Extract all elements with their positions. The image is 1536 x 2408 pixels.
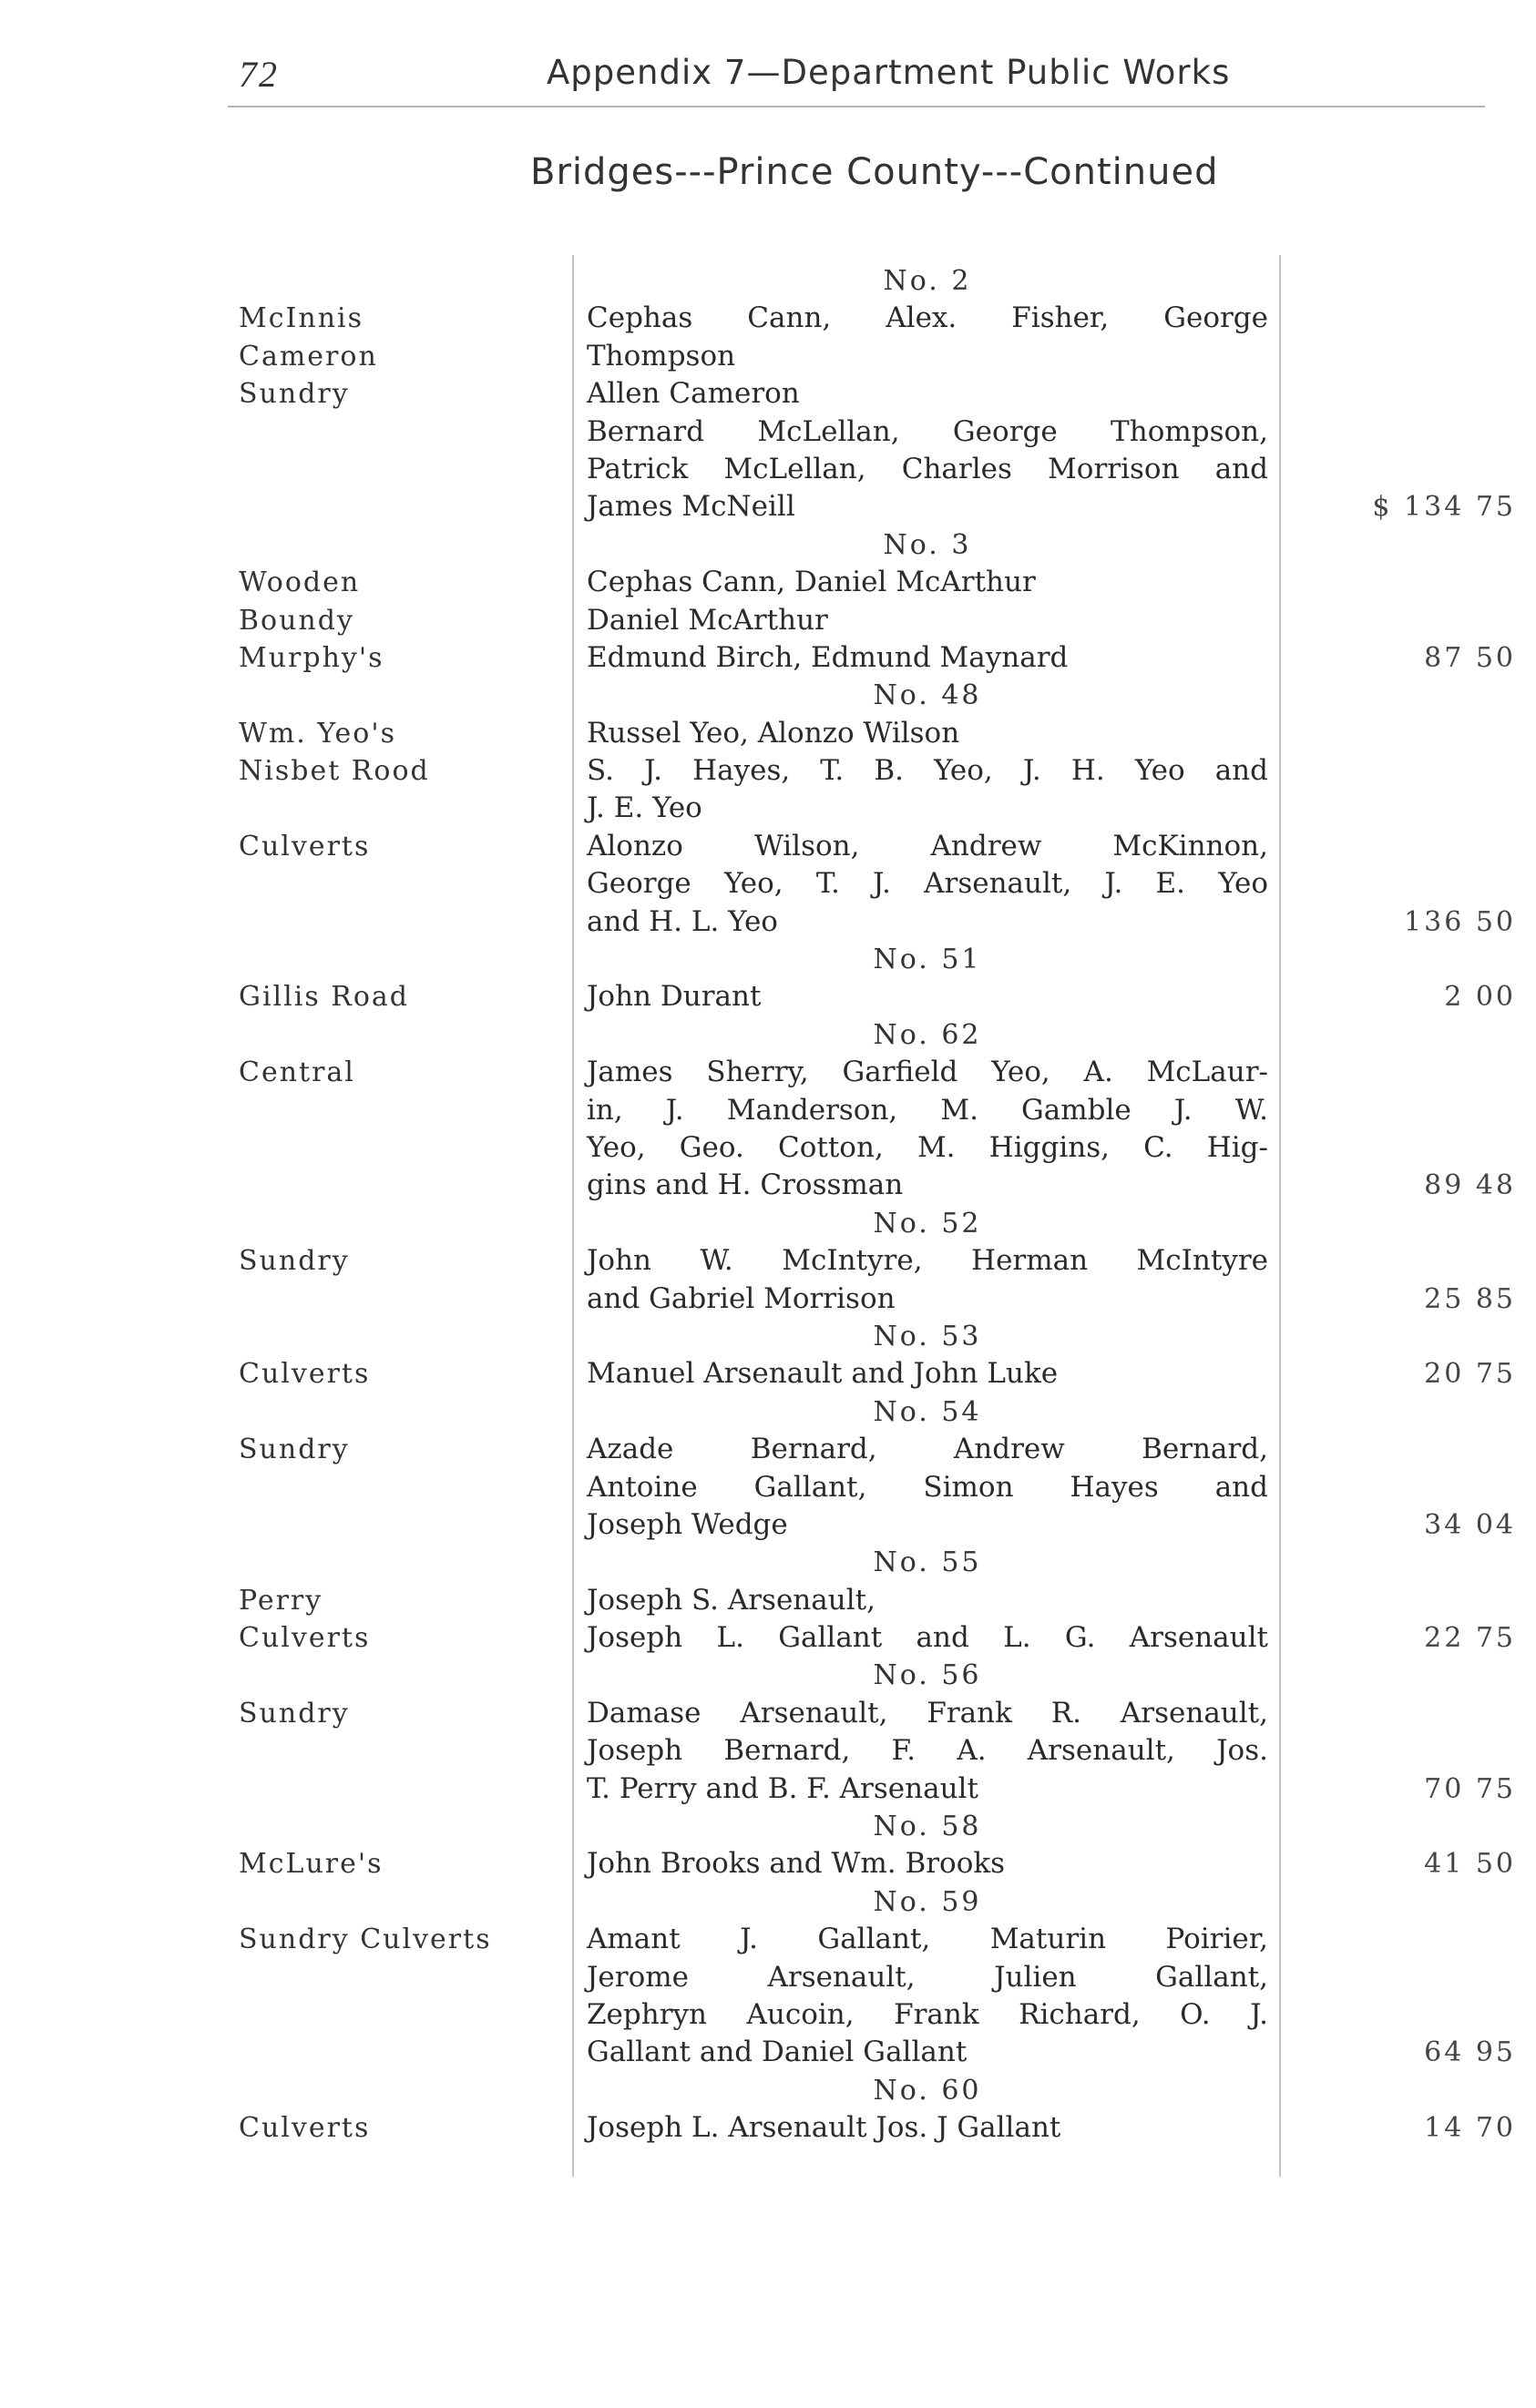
amount: 64 95 <box>1424 2036 1516 2069</box>
contractor-names: Cephas Cann, Alex. Fisher, George <box>587 301 1268 335</box>
contractor-names: Jerome Arsenault, Julien Gallant, <box>587 1960 1268 1994</box>
table-row <box>0 1619 1536 1657</box>
table-row <box>0 338 1536 375</box>
table-row <box>0 564 1536 601</box>
table-row <box>0 1355 1536 1393</box>
table-row <box>0 1695 1536 1732</box>
amount: 41 50 <box>1424 1848 1516 1881</box>
table-row <box>0 903 1536 941</box>
bridge-location: Sundry <box>239 1245 350 1278</box>
contractor-names: J. E. Yeo <box>587 791 702 825</box>
table-row <box>0 639 1536 677</box>
bridge-location: Cameron <box>239 340 378 372</box>
bridge-location: McLure's <box>239 1848 384 1881</box>
table-row <box>0 1770 1536 1808</box>
table-row <box>0 1959 1536 1996</box>
amount: 20 75 <box>1424 1358 1516 1391</box>
contract-number-row <box>0 1393 1536 1431</box>
contract-table <box>0 262 1536 2148</box>
table-row <box>0 1281 1536 1318</box>
contract-number: No. 53 <box>873 1320 982 1352</box>
contractor-names: Daniel McArthur <box>587 603 828 637</box>
contractor-names: Cephas Cann, Daniel McArthur <box>587 566 1036 599</box>
contract-number-row <box>0 526 1536 564</box>
table-row <box>0 2034 1536 2071</box>
bridge-location: Sundry <box>239 1434 350 1466</box>
table-row <box>0 451 1536 488</box>
contractor-names: Damase Arsenault, Frank R. Arsenault, <box>587 1696 1268 1729</box>
table-row <box>0 1845 1536 1883</box>
header-rule <box>228 106 1485 107</box>
section-title: Bridges---Prince County---Continued <box>530 151 1219 193</box>
amount: 34 04 <box>1424 1508 1516 1541</box>
table-row <box>0 715 1536 752</box>
bridge-location: Sundry <box>239 378 350 411</box>
table-row <box>0 1092 1536 1129</box>
table-row <box>0 1469 1536 1506</box>
bridge-location: Culverts <box>239 2112 371 2145</box>
bridge-location: Gillis Road <box>239 981 410 1014</box>
contractor-names: John W. McIntyre, Herman McIntyre <box>587 1244 1268 1278</box>
amount: 2 00 <box>1444 981 1516 1014</box>
table-row <box>0 1921 1536 1958</box>
contractor-names: and Gabriel Morrison <box>587 1281 896 1315</box>
contractor-names: John Brooks and Wm. Brooks <box>587 1847 1006 1881</box>
contract-number-row <box>0 1883 1536 1921</box>
bridge-location: Culverts <box>239 1622 371 1655</box>
table-row <box>0 1129 1536 1167</box>
table-row <box>0 1242 1536 1280</box>
contractor-names: Joseph S. Arsenault, <box>587 1583 876 1617</box>
contract-number: No. 55 <box>873 1546 982 1579</box>
contractor-names: Yeo, Geo. Cotton, M. Higgins, C. Hig- <box>587 1130 1268 1164</box>
contractor-names: Bernard McLellan, George Thompson, <box>587 414 1268 448</box>
bridge-location: McInnis <box>239 302 364 335</box>
contract-number-row <box>0 2072 1536 2109</box>
contract-number-row <box>0 677 1536 714</box>
bridge-location: Sundry Culverts <box>239 1923 492 1956</box>
contractor-names: Patrick McLellan, Charles Morrison and <box>587 452 1268 485</box>
table-row <box>0 375 1536 413</box>
contract-number-row <box>0 1544 1536 1581</box>
contractor-names: Zephryn Aucoin, Frank Richard, O. J. <box>587 1997 1268 2031</box>
table-row <box>0 488 1536 525</box>
table-row <box>0 752 1536 790</box>
contract-number: No. 58 <box>873 1811 982 1843</box>
contractor-names: Amant J. Gallant, Maturin Poirier, <box>587 1923 1268 1956</box>
contract-number: No. 52 <box>873 1207 982 1240</box>
table-row <box>0 1431 1536 1468</box>
contractor-names: Manuel Arsenault and John Luke <box>587 1357 1059 1391</box>
contractor-names: John Durant <box>587 980 762 1014</box>
table-row <box>0 1582 1536 1619</box>
table-row <box>0 602 1536 639</box>
contractor-names: Alonzo Wilson, Andrew McKinnon, <box>587 829 1268 862</box>
contract-number-row <box>0 262 1536 300</box>
contract-number: No. 3 <box>883 528 972 561</box>
contract-number-row <box>0 1808 1536 1845</box>
contractor-names: Edmund Birch, Edmund Maynard <box>587 640 1069 674</box>
contract-number: No. 56 <box>873 1659 982 1692</box>
amount: 70 75 <box>1424 1772 1516 1805</box>
contractor-names: Joseph L. Gallant and L. G. Arsenault <box>587 1621 1268 1655</box>
table-row <box>0 1506 1536 1544</box>
contract-number: No. 62 <box>873 1018 982 1051</box>
contractor-names: gins and H. Crossman <box>587 1168 904 1202</box>
contractor-names: James Sherry, Garfield Yeo, A. McLaur- <box>587 1056 1268 1089</box>
contract-number: No. 54 <box>873 1395 982 1428</box>
bridge-location: Nisbet Rood <box>239 755 430 788</box>
contractor-names: Thompson <box>587 339 736 372</box>
contract-number-row <box>0 1205 1536 1242</box>
bridge-location: Murphy's <box>239 641 384 674</box>
amount: 89 48 <box>1424 1169 1516 1202</box>
amount: 14 70 <box>1424 2112 1516 2145</box>
bridge-location: Central <box>239 1056 355 1089</box>
table-row <box>0 1732 1536 1770</box>
contract-number: No. 48 <box>873 679 982 712</box>
table-row <box>0 1167 1536 1204</box>
page-number: 72 <box>239 54 279 95</box>
table-row <box>0 1054 1536 1091</box>
amount: 136 50 <box>1404 905 1516 938</box>
contractor-names: in, J. Manderson, M. Gamble J. W. <box>587 1093 1268 1127</box>
amount: 87 50 <box>1424 641 1516 674</box>
bridge-location: Boundy <box>239 604 354 637</box>
table-row <box>0 2109 1536 2147</box>
bridge-location: Wooden <box>239 566 361 599</box>
contract-number: No. 59 <box>873 1885 982 1918</box>
contractor-names: and H. L. Yeo <box>587 904 778 938</box>
table-row <box>0 790 1536 827</box>
contract-number: No. 2 <box>883 265 972 297</box>
contractor-names: Gallant and Daniel Gallant <box>587 2036 968 2069</box>
table-row <box>0 865 1536 903</box>
contractor-names: Russel Yeo, Alonzo Wilson <box>587 716 960 750</box>
contract-number: No. 60 <box>873 2074 982 2107</box>
contractor-names: Joseph Wedge <box>587 1507 788 1541</box>
contractor-names: Joseph Bernard, F. A. Arsenault, Jos. <box>587 1734 1268 1768</box>
contractor-names: Joseph L. Arsenault Jos. J Gallant <box>587 2111 1061 2145</box>
bridge-location: Sundry <box>239 1697 350 1729</box>
contract-number-row <box>0 1318 1536 1355</box>
contractor-names: S. J. Hayes, T. B. Yeo, J. H. Yeo and <box>587 754 1268 788</box>
contractor-names: George Yeo, T. J. Arsenault, J. E. Yeo <box>587 867 1268 901</box>
table-row <box>0 300 1536 337</box>
amount: 22 75 <box>1424 1622 1516 1655</box>
amount: 25 85 <box>1424 1282 1516 1315</box>
bridge-location: Culverts <box>239 830 371 862</box>
contract-number-row <box>0 941 1536 978</box>
contractor-names: Azade Bernard, Andrew Bernard, <box>587 1433 1268 1466</box>
amount: $ 134 75 <box>1372 491 1516 524</box>
contract-number-row <box>0 1657 1536 1694</box>
bridge-location: Wm. Yeo's <box>239 717 397 750</box>
bridge-location: Culverts <box>239 1358 371 1391</box>
contractor-names: Antoine Gallant, Simon Hayes and <box>587 1470 1268 1504</box>
table-row <box>0 828 1536 865</box>
bridge-location: Perry <box>239 1584 323 1617</box>
table-row <box>0 1996 1536 2034</box>
contractor-names: Allen Cameron <box>587 377 800 411</box>
table-row <box>0 413 1536 451</box>
running-head: Appendix 7—Department Public Works <box>547 53 1231 92</box>
contractor-names: James McNeill <box>587 490 795 524</box>
contract-number-row <box>0 1016 1536 1054</box>
contract-number: No. 51 <box>873 944 982 976</box>
contractor-names: T. Perry and B. F. Arsenault <box>587 1771 978 1805</box>
table-row <box>0 978 1536 1015</box>
